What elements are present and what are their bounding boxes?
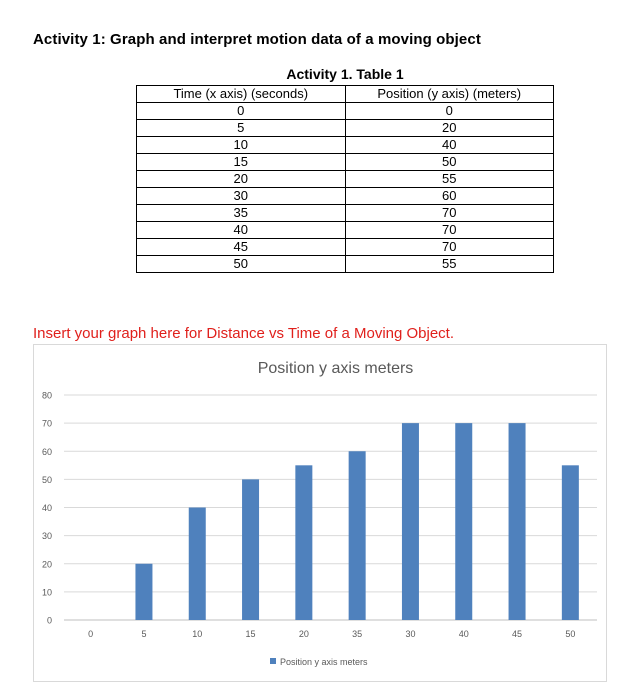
time-cell: 15 bbox=[137, 154, 346, 171]
bar bbox=[242, 479, 259, 620]
position-cell: 20 bbox=[345, 120, 554, 137]
bar bbox=[295, 465, 312, 620]
position-cell: 55 bbox=[345, 256, 554, 273]
table-header-row bbox=[137, 86, 554, 103]
bar-chart bbox=[34, 345, 608, 683]
x-tick-label: 0 bbox=[88, 629, 94, 639]
legend-label: Position y axis meters bbox=[280, 657, 368, 667]
time-cell: 45 bbox=[137, 239, 346, 256]
y-tick-label: 0 bbox=[46, 615, 52, 626]
table-row bbox=[137, 171, 554, 188]
position-cell: 60 bbox=[345, 188, 554, 205]
table-row bbox=[137, 188, 554, 205]
x-tick-label: 10 bbox=[192, 629, 203, 639]
x-tick-label: 45 bbox=[512, 629, 523, 639]
table-row bbox=[137, 222, 554, 239]
time-cell: 0 bbox=[137, 103, 346, 120]
data-table bbox=[136, 85, 554, 273]
y-tick-label: 20 bbox=[41, 559, 52, 570]
table-row bbox=[137, 154, 554, 171]
position-cell: 70 bbox=[345, 205, 554, 222]
table-row bbox=[137, 120, 554, 137]
bar bbox=[402, 423, 419, 620]
y-tick-label: 70 bbox=[41, 418, 52, 429]
time-cell: 50 bbox=[137, 256, 346, 273]
time-cell: 35 bbox=[137, 205, 346, 222]
x-tick-label: 15 bbox=[245, 629, 256, 639]
time-cell: 5 bbox=[137, 120, 346, 137]
y-tick-label: 80 bbox=[41, 390, 52, 401]
position-cell: 40 bbox=[345, 137, 554, 154]
time-column-header: Time (x axis) (seconds) bbox=[137, 86, 346, 103]
y-tick-label: 30 bbox=[41, 531, 52, 542]
time-cell: 30 bbox=[137, 188, 346, 205]
x-tick-label: 40 bbox=[458, 629, 469, 639]
position-cell: 0 bbox=[345, 103, 554, 120]
x-tick-label: 5 bbox=[141, 629, 147, 639]
time-cell: 40 bbox=[137, 222, 346, 239]
time-cell: 10 bbox=[137, 137, 346, 154]
position-column-header: Position (y axis) (meters) bbox=[345, 86, 554, 103]
bar bbox=[189, 508, 206, 621]
position-cell: 70 bbox=[345, 222, 554, 239]
bar bbox=[562, 465, 579, 620]
activity-heading: Activity 1: Graph and interpret motion data of a moving object bbox=[33, 31, 481, 48]
y-tick-label: 10 bbox=[41, 587, 52, 598]
bar bbox=[349, 451, 366, 620]
table-caption: Activity 1. Table 1 bbox=[286, 66, 404, 82]
chart-frame bbox=[33, 344, 607, 682]
x-tick-label: 20 bbox=[298, 629, 309, 639]
bar bbox=[455, 423, 472, 620]
y-tick-label: 40 bbox=[41, 503, 52, 513]
table-row bbox=[137, 205, 554, 222]
insert-graph-note: Insert your graph here for Distance vs Time of a Moving Object. bbox=[33, 325, 455, 342]
x-tick-label: 30 bbox=[405, 629, 416, 639]
x-tick-label: 35 bbox=[352, 629, 363, 639]
table-row bbox=[137, 103, 554, 120]
y-tick-label: 50 bbox=[41, 474, 52, 485]
position-cell: 70 bbox=[345, 239, 554, 256]
position-cell: 55 bbox=[345, 171, 554, 188]
table-row bbox=[137, 239, 554, 256]
table-row bbox=[137, 137, 554, 154]
chart-title: Position y axis meters bbox=[257, 360, 414, 377]
y-tick-label: 60 bbox=[41, 446, 52, 457]
legend-swatch bbox=[270, 658, 276, 664]
bar bbox=[509, 423, 526, 620]
bar bbox=[135, 564, 152, 620]
x-tick-label: 50 bbox=[565, 629, 576, 639]
position-cell: 50 bbox=[345, 154, 554, 171]
table-row bbox=[137, 256, 554, 273]
time-cell: 20 bbox=[137, 171, 346, 188]
